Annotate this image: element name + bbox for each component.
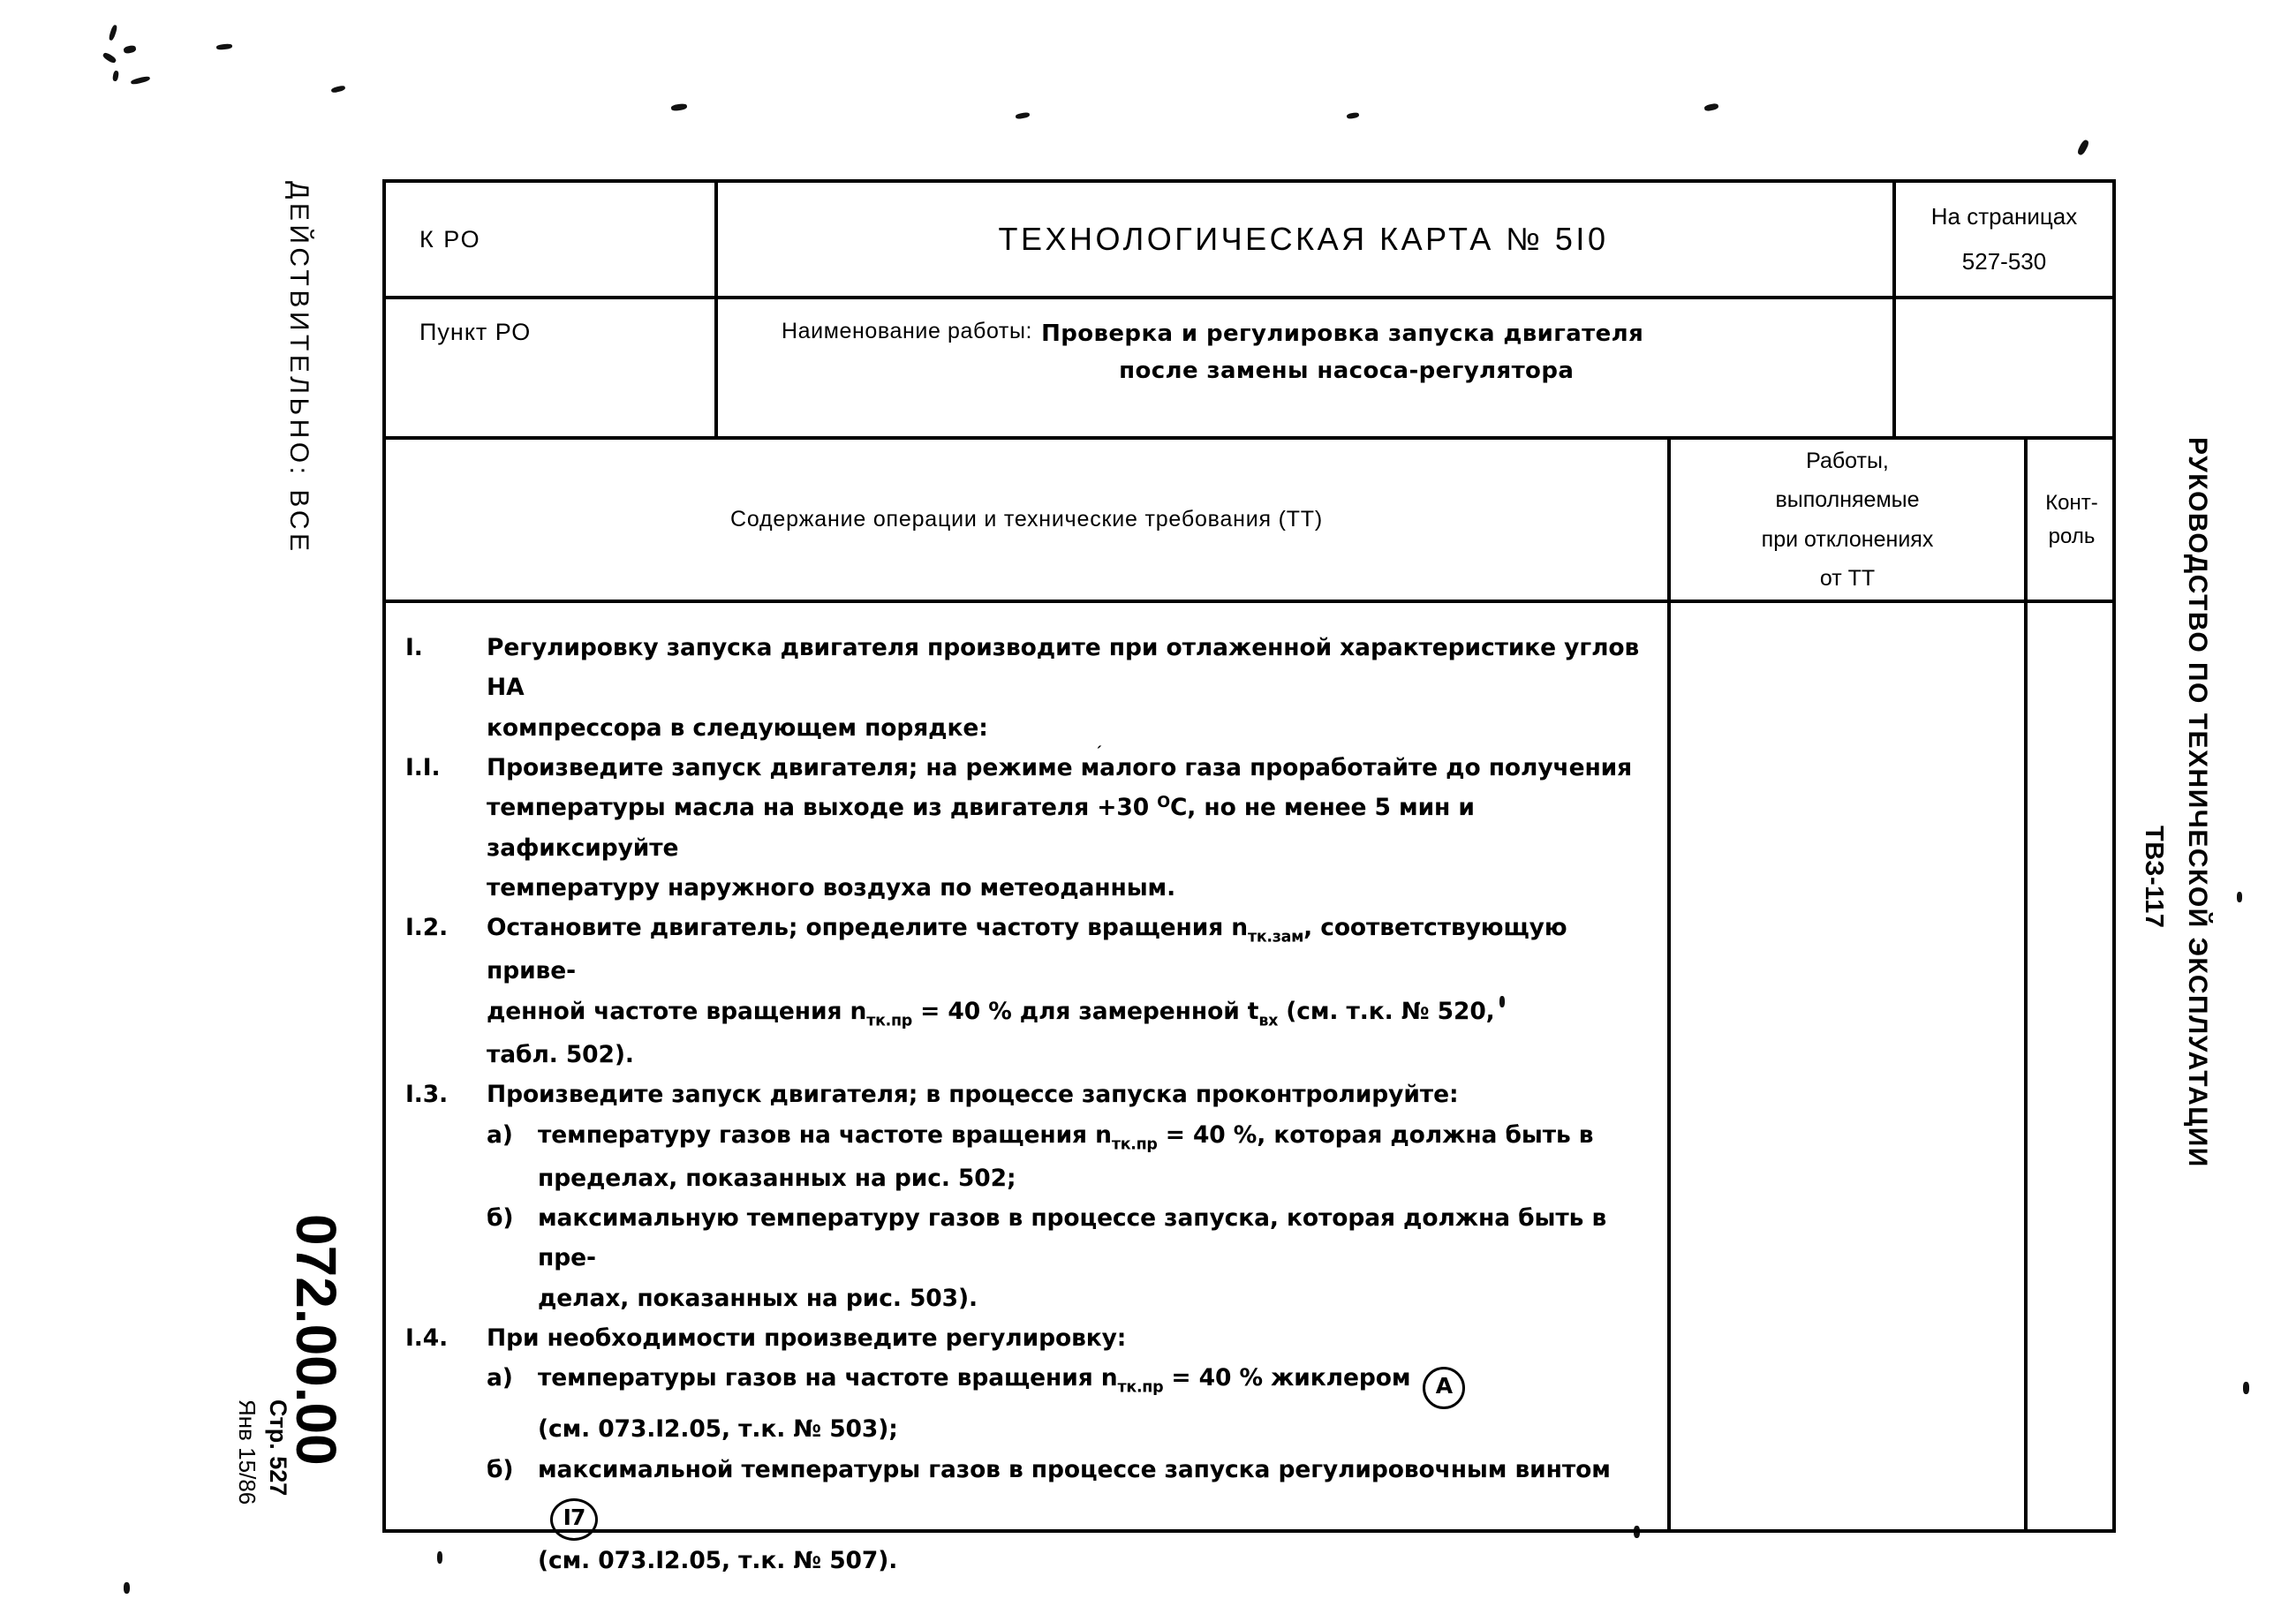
sub-item-text <box>538 1198 1650 1318</box>
accent-vowel <box>1099 754 1115 781</box>
deviations-column-header <box>1671 440 2024 600</box>
operation-number: I.I. <box>405 753 441 781</box>
sub-item-line: (см. 073.I2.05, т.к. № 503); <box>538 1415 898 1444</box>
sub-item-marker: а) <box>487 1120 513 1149</box>
scan-speckle <box>1347 112 1360 119</box>
kro-label: К РО <box>419 225 481 253</box>
scan-speckle <box>112 71 119 82</box>
work-name-line1: Проверка и регулировка запуска двигателя <box>1041 321 1644 347</box>
sub-item <box>487 1198 1650 1318</box>
scan-speckle <box>131 75 151 85</box>
operation-item <box>405 628 1650 748</box>
scan-speckle <box>2076 139 2090 156</box>
work-name-line2: после замены насоса-регулятора <box>1119 358 1575 385</box>
sub-item-text <box>538 1450 1650 1581</box>
sub-item-marker: б) <box>487 1455 514 1483</box>
operation-fragment: денной частоте вращения n <box>487 997 867 1025</box>
sub-item-marker: б) <box>487 1204 514 1233</box>
operation-text <box>487 628 1650 748</box>
operation-item <box>405 1075 1650 1114</box>
engine-model-label: ТВЗ-117 <box>2140 826 2168 929</box>
scan-speckle <box>216 43 233 50</box>
document-code: 072.00.00 <box>284 1214 348 1466</box>
pages-blank-cell <box>1892 299 2116 436</box>
scan-speckle <box>437 1551 442 1564</box>
subscript: тк.пр <box>1111 1135 1158 1153</box>
sub-item-line <box>538 1115 1650 1158</box>
validity-label: ДЕЙСТВИТЕЛЬНО: ВСЕ <box>284 181 313 555</box>
deviations-header-line1: Работы, <box>1806 448 1889 473</box>
subscript: вх <box>1258 1012 1279 1030</box>
operation-fragment: = 40 %, которая должна быть в <box>1157 1120 1594 1149</box>
deviations-header-line3: при отклонениях <box>1761 526 1934 552</box>
pages-label: На страницах <box>1930 203 2078 230</box>
sub-item <box>487 1115 1650 1199</box>
pages-value: 527-530 <box>1961 248 2047 275</box>
scan-speckle <box>1016 112 1031 120</box>
operation-fragment: , соответствующую приве- <box>487 914 1567 985</box>
subscript: тк.зам <box>1248 928 1304 947</box>
scan-speckle <box>124 1582 130 1594</box>
operation-item <box>405 748 1650 908</box>
sub-item-text <box>538 1115 1650 1199</box>
operation-number: I.3. <box>405 1081 449 1109</box>
operation-fragment: температуру газов на частоте вращения n <box>538 1120 1112 1149</box>
control-column-header <box>2028 440 2116 600</box>
card-title-cell <box>718 183 1889 296</box>
operation-line: Произведите запуск двигателя; в процессе запуска проконтролируйте: <box>487 1081 1459 1109</box>
sub-item-line: максимальную температуру газов в процессе запуска, которая должна быть в пре- <box>538 1204 1607 1272</box>
operation-fragment: лого газа проработайте до получения <box>1114 753 1633 781</box>
operation-fragment: Остановите двигатель; определите частоту вращения n <box>487 914 1249 942</box>
sub-item-line <box>538 1450 1650 1541</box>
operation-fragment: (см. т.к. № 520, <box>1278 997 1495 1025</box>
kro-cell <box>386 183 714 296</box>
operation-item <box>405 1318 1650 1358</box>
sub-item-line: (см. 073.I2.05, т.к. № 507). <box>538 1547 898 1575</box>
operation-fragment: = 40 % для замеренной t <box>912 997 1259 1025</box>
operation-fragment: С, но не менее 5 мин и зафиксируйте <box>487 794 1475 862</box>
manual-title: РУКОВОДСТВО ПО ТЕХНИЧЕСКОЙ ЭКСПЛУАТАЦИИ <box>2183 437 2212 1168</box>
operations-column-header <box>386 440 1667 600</box>
operation-number: I.4. <box>405 1324 449 1353</box>
deviations-header-line4: от ТТ <box>1819 566 1876 591</box>
sub-item <box>487 1450 1650 1581</box>
technological-card-table <box>382 179 2116 1575</box>
operation-fragment: температуры масла на выходе из двигателя +30 <box>487 794 1158 822</box>
operation-fragment: Произведите запуск двигателя; на режиме м <box>487 753 1100 781</box>
operation-text <box>487 1318 1650 1358</box>
work-name-value <box>1041 315 1643 389</box>
revision-date-label: Янв 15/86 <box>234 1399 261 1505</box>
work-name-label: Наименование работы: <box>782 319 1033 343</box>
operation-line: температуру наружного воздуха по метеоданным. <box>487 873 1176 901</box>
operation-line <box>487 908 1650 992</box>
sub-item-line <box>538 1358 1650 1409</box>
operation-fragment: температуры газов на частоте вращения n <box>538 1364 1118 1392</box>
operation-line: компрессора в следующем порядке: <box>487 713 988 742</box>
punkt-cell <box>386 299 714 436</box>
operation-line <box>487 788 1650 868</box>
operation-line: Регулировку запуска двигателя производите при отлаженной характеристике углов НА <box>487 634 1640 702</box>
scan-speckle <box>2237 892 2242 902</box>
operation-text <box>487 908 1650 1075</box>
operation-text <box>487 748 1650 908</box>
control-body <box>2028 603 2116 1529</box>
card-title: ТЕХНОЛОГИЧЕСКАЯ КАРТА № 5I0 <box>998 221 1609 257</box>
sub-item-marker: а) <box>487 1364 513 1392</box>
operation-fragment: максимальной температуры газов в процессе запуска регулировочным винтом <box>538 1455 1611 1483</box>
operation-fragment: = 40 % жиклером <box>1163 1364 1411 1392</box>
adjustment-mark-circle: I7 <box>550 1498 598 1541</box>
operation-line: При необходимости произведите регулировку: <box>487 1324 1127 1353</box>
operation-text <box>487 1075 1650 1114</box>
operation-number: I.2. <box>405 914 449 942</box>
sub-item <box>487 1358 1650 1449</box>
page-number-label: Стр. 527 <box>265 1399 291 1497</box>
operation-line: табл. 502). <box>487 1040 634 1068</box>
scan-speckle <box>123 45 136 55</box>
scan-speckle <box>331 85 346 94</box>
punkt-label: Пункт РО <box>419 319 532 345</box>
sub-item-line: пределах, показанных на рис. 502; <box>538 1164 1016 1192</box>
scan-speckle <box>1703 102 1718 111</box>
control-header-line2: роль <box>2048 524 2096 548</box>
scan-speckle <box>108 25 117 41</box>
deviations-body <box>1671 603 2024 1529</box>
operation-line <box>487 748 1650 788</box>
adjustment-mark-circle: А <box>1423 1367 1465 1409</box>
work-name-cell <box>718 299 1889 436</box>
sub-item-line: делах, показанных на рис. 503). <box>538 1284 978 1312</box>
control-header-line1: Конт- <box>2045 491 2098 516</box>
pages-cell <box>1892 183 2116 296</box>
degree-superscript: O <box>1157 794 1170 812</box>
scan-speckle <box>102 51 117 64</box>
operation-item <box>405 908 1650 1075</box>
subscript: тк.пр <box>1117 1378 1164 1397</box>
operations-body <box>386 603 1667 1575</box>
operation-number: I. <box>405 634 423 661</box>
scan-speckle <box>671 103 688 111</box>
scan-speckle <box>2243 1382 2249 1394</box>
deviations-header-line2: выполняемые <box>1775 487 1920 512</box>
operation-fragment: а <box>1099 753 1115 781</box>
sub-item-text <box>538 1358 1650 1449</box>
operations-header-label: Содержание операции и технические требования (ТТ) <box>729 507 1324 532</box>
operation-line <box>487 992 1650 1035</box>
subscript: тк.пр <box>866 1012 913 1030</box>
